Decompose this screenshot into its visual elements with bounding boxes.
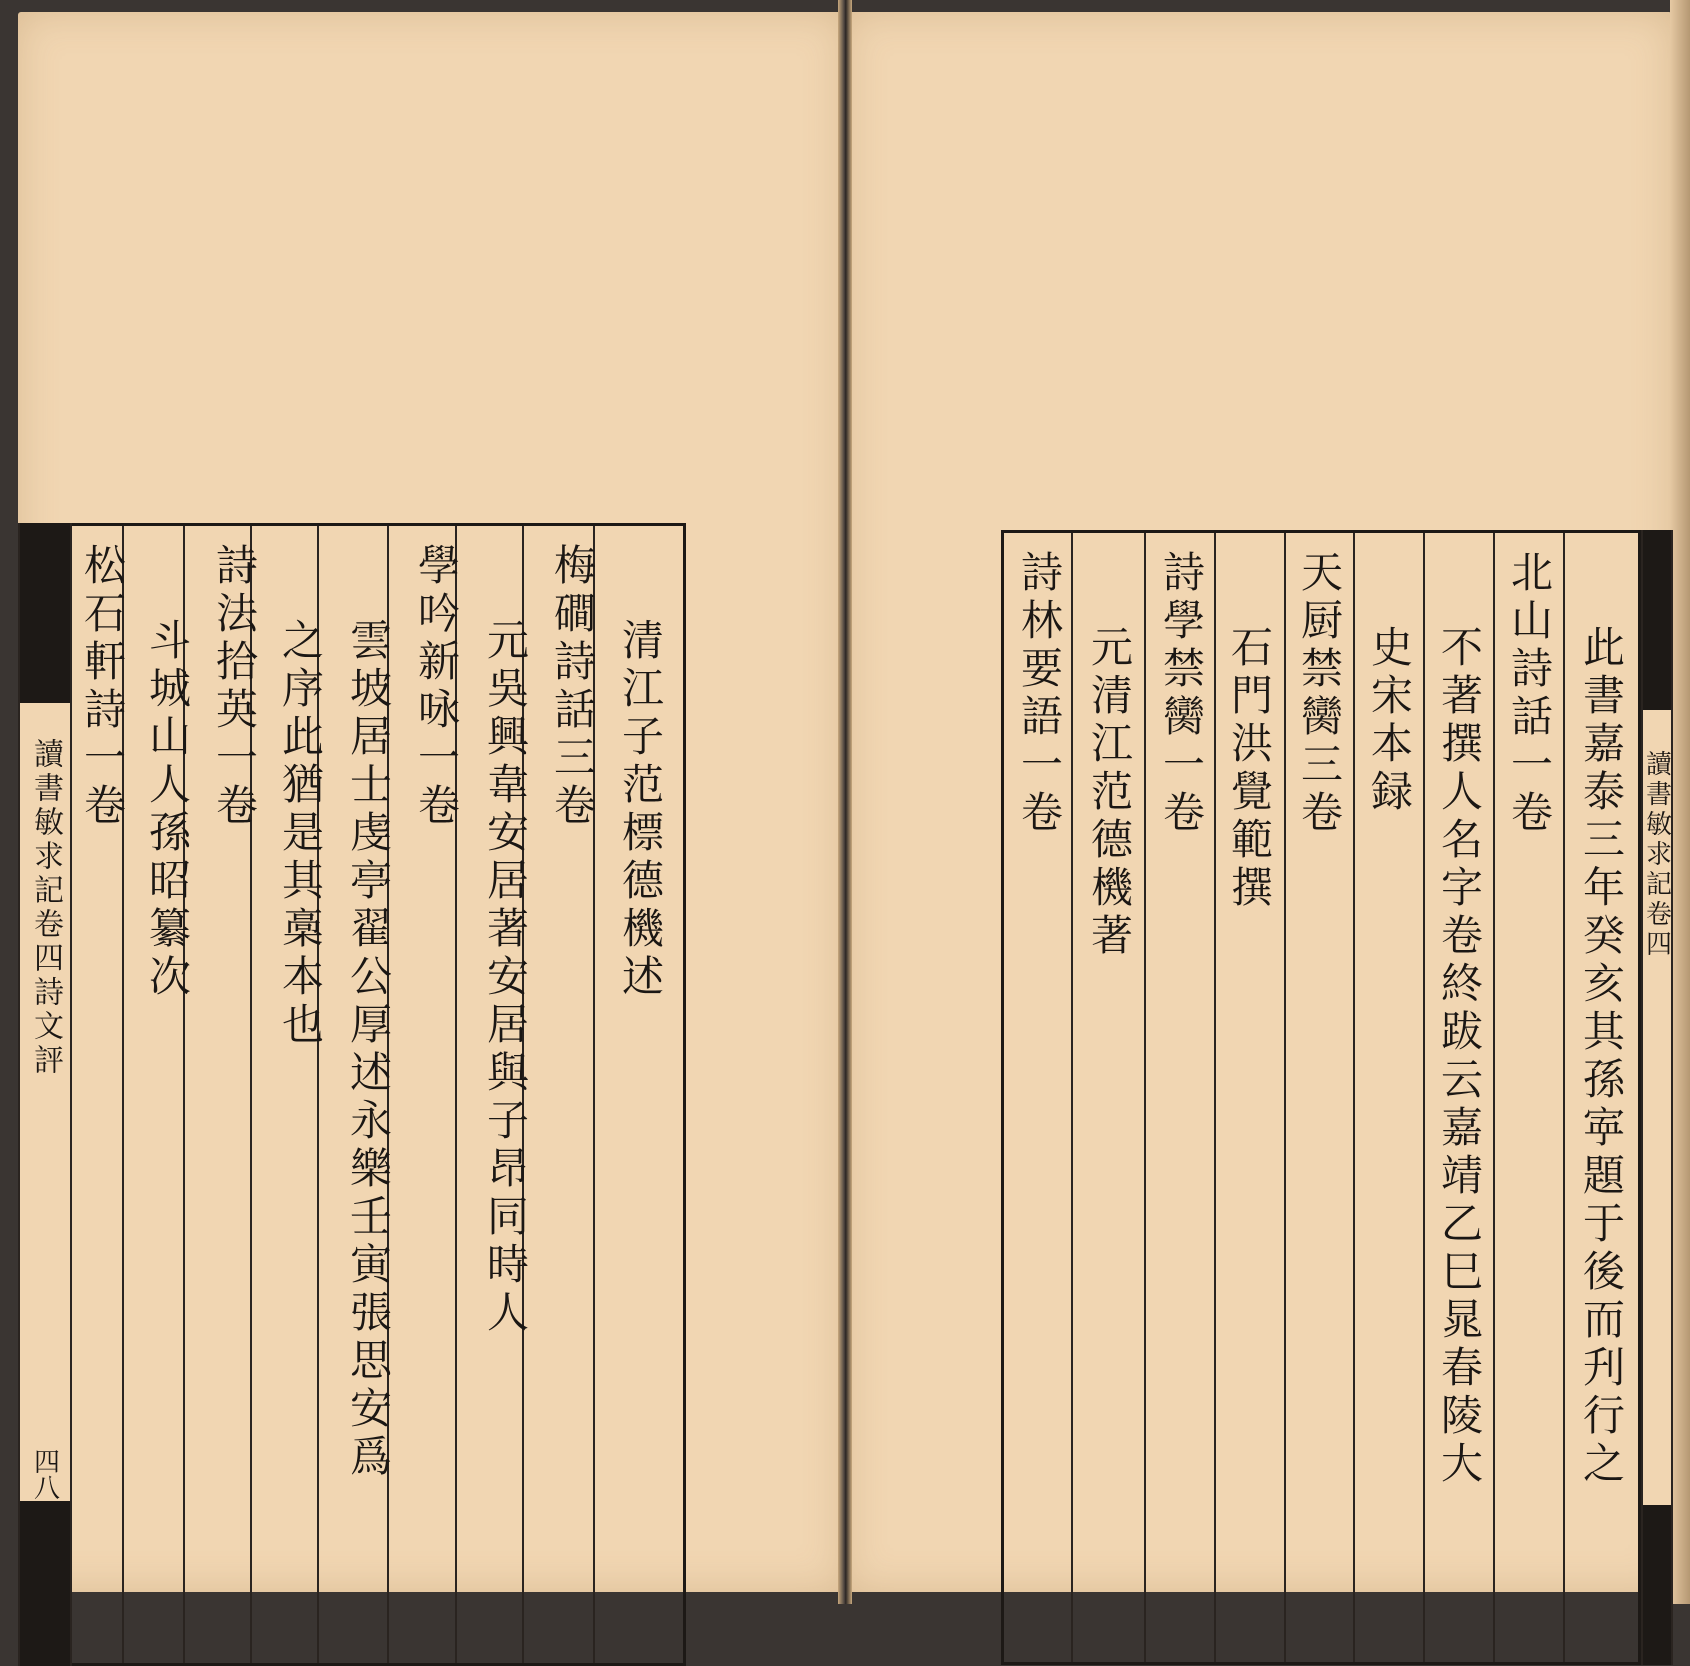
left-col-3: 元吳興韋安居著安居與子昂同時人 [481, 618, 530, 1338]
left-col-6: 之序此猶是其槀本也 [276, 618, 325, 1050]
left-col-10: 松石軒詩一卷 [78, 543, 127, 831]
left-col-5: 雲坡居士虔亭翟公厚述永樂壬寅張思安爲 [344, 618, 393, 1482]
right-col-2: 北山詩話一卷 [1505, 550, 1554, 838]
right-banxin-title: 讀書敏求記卷四 [1641, 750, 1672, 960]
right-banxin [1641, 530, 1673, 1665]
left-col-9: 斗城山人孫昭纂次 [143, 618, 192, 1002]
left-folio: 四八 [29, 1448, 60, 1500]
right-col-8: 元清江范德機著 [1085, 625, 1134, 961]
left-col-7: 詩法拾英一卷 [210, 543, 259, 831]
left-banxin [18, 523, 72, 1666]
left-col-4: 學吟新咏一卷 [412, 543, 461, 831]
right-col-5: 天厨禁臠三卷 [1295, 550, 1344, 838]
right-col-4: 史宋本録 [1365, 625, 1414, 817]
book-gutter [838, 0, 852, 1604]
right-text-block [1001, 530, 1641, 1665]
left-col-2: 梅磵詩話三卷 [548, 543, 597, 831]
left-col-1: 清江子范標德機述 [616, 618, 665, 1002]
right-col-7: 詩學禁臠一卷 [1157, 550, 1206, 838]
left-banxin-title: 讀書敏求記卷四詩文評 [28, 738, 63, 1078]
right-col-1: 此書嘉泰三年癸亥其孫𡨴題于後而刋行之 [1577, 625, 1626, 1489]
right-col-3: 不著撰人名字卷終跋云嘉靖乙巳晁春陵大 [1435, 625, 1484, 1489]
left-columns [50, 523, 686, 1666]
right-col-9: 詩林要語一卷 [1015, 550, 1064, 838]
right-col-6: 石門洪覺範撰 [1225, 625, 1274, 913]
